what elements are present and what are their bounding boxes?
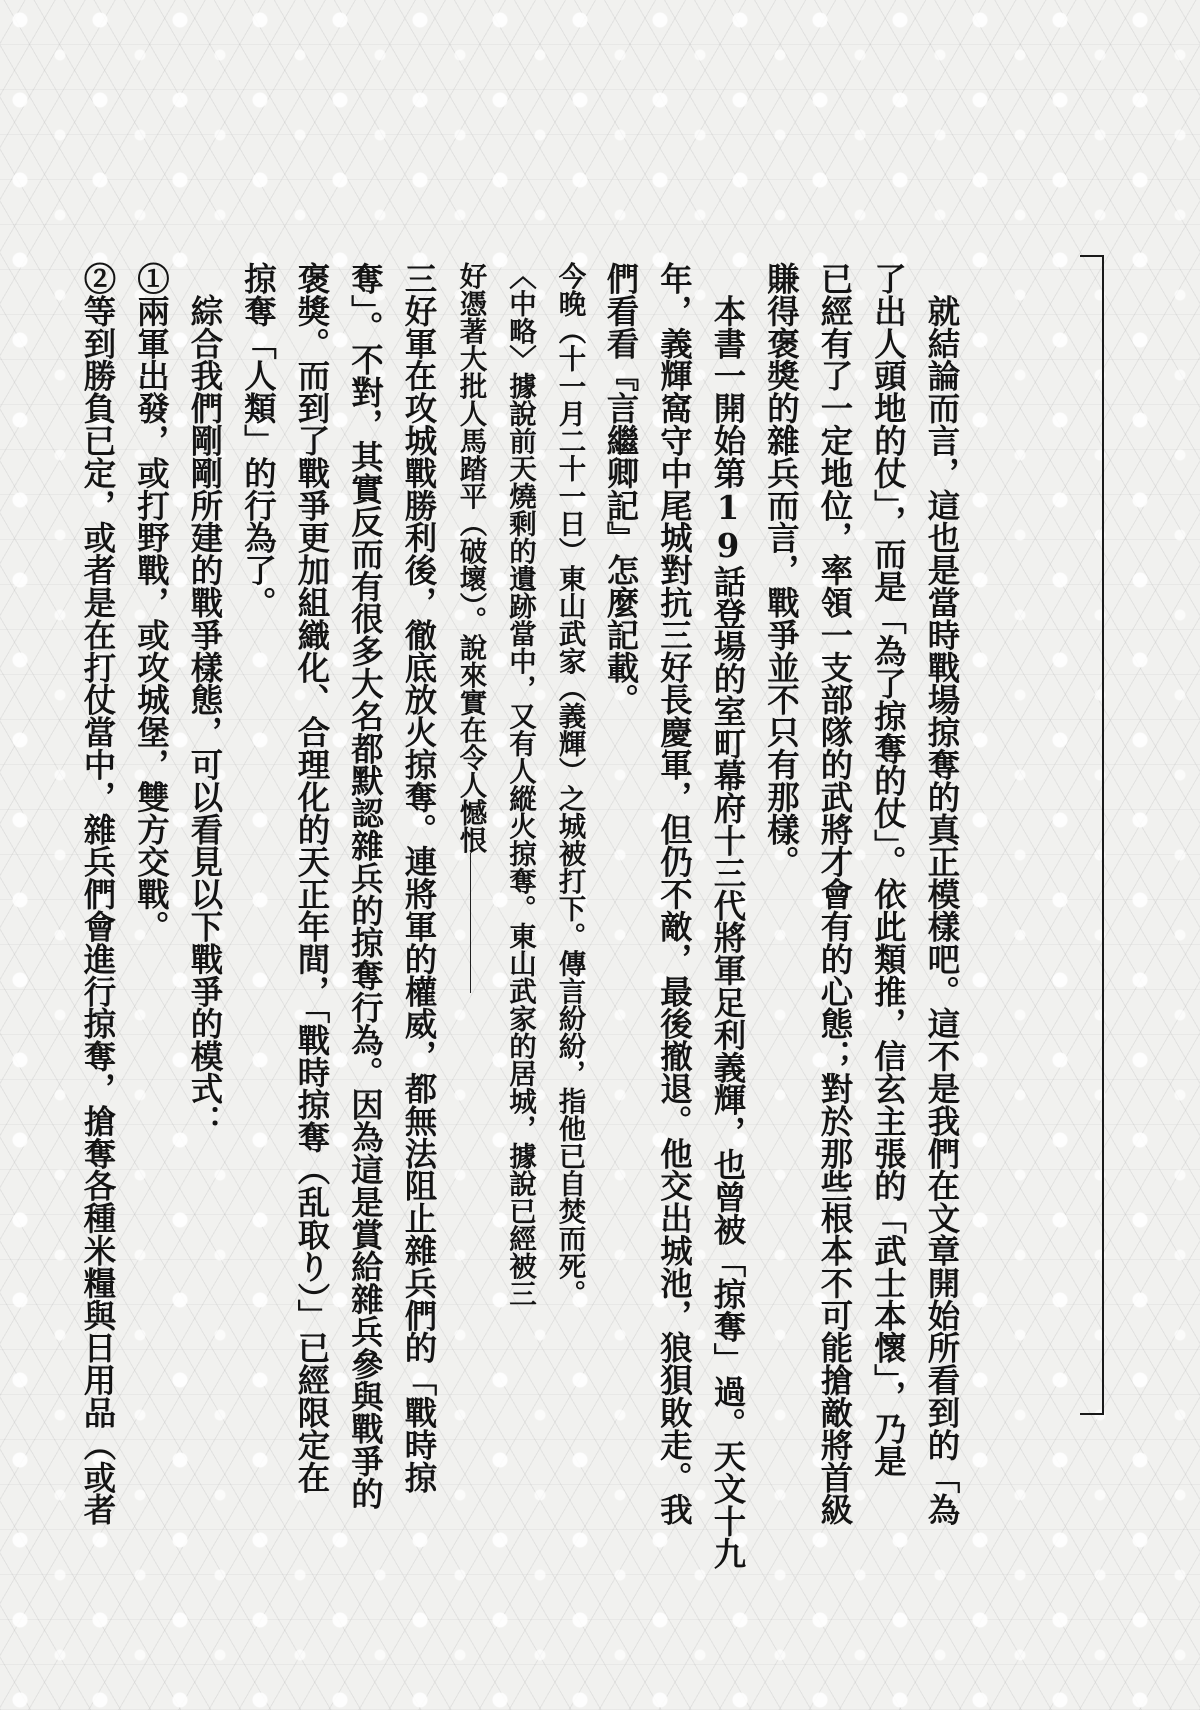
quote-end-rule	[470, 853, 471, 993]
list-item: ②等到勝負已定，或者是在打仗當中，雜兵們會進行掠奪，搶奪各種米糧與日用品（或者	[79, 262, 117, 1526]
text-column: 了出人頭地的仗」，而是「為了掠奪的仗」。依此類推，信玄主張的「武士本懷」，乃是	[869, 262, 908, 1477]
text-column: 年，義輝窩守中尾城對抗三好長慶軍，但仍不敵，最後撤退。他交出城池，狼狽敗走。我	[655, 262, 694, 1526]
text-column: 奪」。不對，其實反而有很多大名都默認雜兵的掠奪行為。因為這是賞給雜兵參與戰爭的	[346, 262, 385, 1510]
text-column: 本書一開始第19話登場的室町幕府十三代將軍足利義輝，也曾被「掠奪」過。天文十九	[709, 262, 747, 1570]
text-column: 褒獎。而到了戰爭更加組織化、合理化的天正年間，「戰時掠奪（乱取り）」已經限定在	[293, 262, 331, 1494]
text-column: 掠奪「人類」的行為了。	[239, 262, 278, 619]
quote-text: 好憑著大批人馬踏平（破壞）。說來實在令人憾恨	[454, 262, 487, 854]
list-item: ①兩軍出發，或打野戰，或攻城堡，雙方交戰。	[132, 262, 171, 943]
vertical-text-body	[71, 262, 969, 1570]
historical-quote	[445, 262, 594, 1462]
quote-column: 今晚（十一月二十一日）東山武家（義輝）之城被打下。傳言紛紛，指他已自焚而死。	[553, 262, 586, 1307]
quote-column: 〈中略〉據說前天燒剩的遺跡當中，又有人縱火掠奪。東山武家的居城，據說已經被三	[504, 262, 536, 1307]
text-column: 就結論而言，這也是當時戰場掠奪的真正模樣吧。這不是我們在文章開始所看到的「為	[923, 262, 961, 1526]
text-column: 已經有了一定地位，率領一支部隊的武將才會有的心態；對於那些根本不可能搶敵將首級	[816, 262, 854, 1526]
text-column: 們看看『言繼卿記』怎麼記載。	[602, 262, 640, 716]
quote-column	[445, 262, 495, 1462]
section-bracket	[1080, 255, 1104, 1415]
text-column: 三好軍在攻城戰勝利後，徹底放火掠奪。連將軍的權威，都無法阻止雜兵們的「戰時掠	[400, 262, 438, 1494]
text-column: 賺得褒獎的雜兵而言，戰爭並不只有那樣。	[762, 262, 801, 878]
text-column: 綜合我們剛剛所建的戰爭樣態，可以看見以下戰爭的模式：	[186, 262, 224, 1137]
